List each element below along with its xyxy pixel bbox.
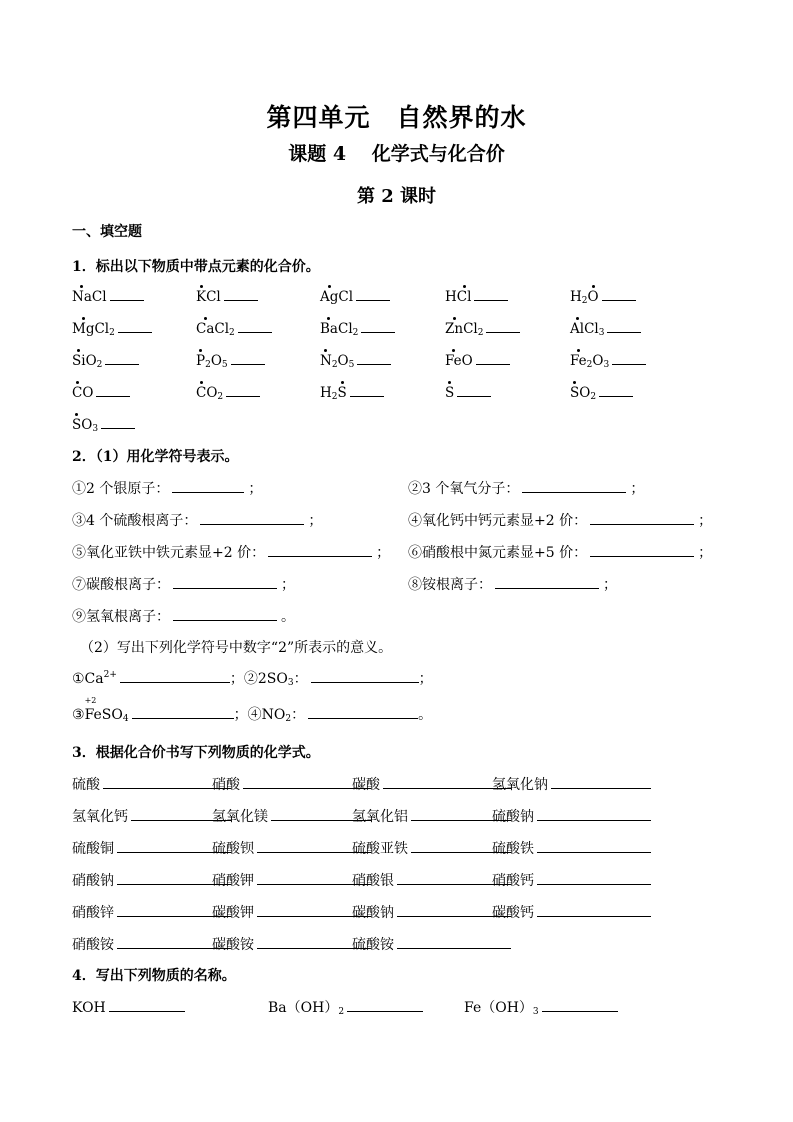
formula-subscript: 2 [586,360,593,370]
end-punct: ； [248,481,263,497]
formula-item [570,382,633,402]
symbol-question [72,478,262,498]
substance-name: 硫酸铁 [492,841,534,857]
answer-blank[interactable] [224,286,258,301]
question-1-title: 1．标出以下物质中带点元素的化合价。 [72,259,320,275]
answer-blank[interactable] [173,574,277,589]
substance-name: 氢氧化钙 [72,809,128,825]
answer-blank[interactable] [356,286,390,301]
formula-subscript: 2 [96,360,103,370]
name-item [268,997,423,1017]
answer-blank[interactable] [607,318,641,333]
dotted-element: Mg [72,321,95,337]
answer-blank[interactable] [118,318,152,333]
formula-rest: Cl [463,321,478,337]
formula-subscript: 2 [229,328,235,338]
formula-item [445,350,510,369]
feso4-label: ③ [72,707,85,723]
answer-blank[interactable] [101,414,135,429]
formula-rest: O [337,353,349,369]
substance-name: 氢氧化镁 [212,809,268,825]
substance-item [492,870,651,890]
answer-blank[interactable] [537,838,651,853]
answer-blank[interactable] [537,806,651,821]
substance-item [492,774,651,794]
question-label: ⑤氧化亚铁中铁元素显+2 价： [72,545,266,561]
colon: ： [291,707,306,723]
formula-item [445,286,508,305]
substance-name: 碳酸钠 [352,905,394,921]
substance-item [352,870,511,890]
formula-item [570,286,636,306]
formula-subscript: 3 [598,328,605,338]
unit-title: 第四单元 自然界的水 [266,103,527,132]
answer-blank[interactable] [120,668,230,683]
substance-item [72,838,231,858]
formula-rest: Cl [337,321,353,337]
substance-item [212,934,371,954]
end-punct: ； [281,577,295,593]
formula-subscript: 5 [348,360,355,370]
question-label: ⑨氢氧根离子： [72,609,170,625]
answer-blank[interactable] [109,997,185,1012]
formula-label: KOH [72,1000,106,1016]
period: 。 [418,707,433,723]
dotted-element: S [337,385,347,401]
dotted-element: Fe [445,353,462,369]
formula-prefix: H [320,385,332,401]
answer-blank[interactable] [537,902,651,917]
substance-name: 硝酸钙 [492,873,534,889]
end-punct: ； [603,577,617,593]
period-title: 第 2 课时 [356,186,437,207]
answer-blank[interactable] [268,542,372,557]
substance-name: 硝酸钠 [72,873,114,889]
formula-subscript: 2 [590,392,597,402]
substance-name: 碳酸钙 [492,905,534,921]
question-4-title: 4．写出下列物质的名称。 [72,968,236,984]
answer-blank[interactable] [226,382,260,397]
answer-blank[interactable] [599,382,633,397]
feso4-text: FeSO [84,707,123,723]
formula-rest: O [461,353,473,369]
dotted-element: S [72,417,82,433]
symbol-question [72,542,390,562]
formula-subscript: 3 [532,1007,539,1017]
answer-blank[interactable] [495,574,599,589]
dotted-element: Fe [570,353,587,369]
ca-ion-label: ①Ca [72,671,104,687]
formula-subscript: 2 [109,328,115,338]
formula-rest: O [579,385,591,401]
symbol-question [408,478,644,498]
dotted-element: S [570,385,580,401]
dotted-element: Ag [320,289,339,305]
answer-blank[interactable] [474,286,508,301]
answer-blank[interactable] [602,286,636,301]
formula-rest: O [592,353,604,369]
so3-label: ；②2SO [229,671,288,687]
section-title: 一、填空题 [72,224,142,240]
formula-item [570,350,646,370]
dotted-element: C [196,385,207,401]
answer-blank[interactable] [537,870,651,885]
formula-label: Fe（OH） [464,1000,533,1016]
formula-item [72,382,130,401]
formula-rest: O [81,417,93,433]
question-label: ④氧化钙中钙元素显+2 价： [408,513,588,529]
formula-rest: Cl [338,289,354,305]
dotted-element: C [72,385,83,401]
question-2-part2-row1 [72,668,433,688]
formula-rest: Cl [584,321,599,337]
formula-rest: O [82,385,94,401]
substance-item [72,774,231,794]
answer-blank[interactable] [105,350,139,365]
ca-ion-charge: 2+ [103,670,117,680]
substance-name: 硝酸银 [352,873,394,889]
feso4-sub: 4 [122,714,129,724]
formula-item [72,318,152,338]
formula-rest: O [85,353,97,369]
answer-blank[interactable] [612,350,646,365]
dotted-element: Ca [196,321,215,337]
formula-subscript: 2 [331,360,338,370]
answer-blank[interactable] [590,510,694,525]
substance-name: 硝酸锌 [72,905,114,921]
formula-prefix: H [570,289,582,305]
substance-name: 氢氧化铝 [352,809,408,825]
substance-item [72,934,231,954]
dotted-element: Ba [320,321,338,337]
substance-item [352,774,511,794]
formula-rest: Cl [91,289,107,305]
feso4-formula [84,696,129,724]
dotted-element: Cl [456,289,472,305]
dotted-element: O [587,289,599,305]
so3-sub: 3 [287,678,294,688]
substance-item [212,838,371,858]
answer-blank[interactable] [590,542,694,557]
formula-item [196,318,272,338]
answer-blank[interactable] [238,318,272,333]
valence-mark: +2 [84,696,97,705]
substance-item [352,902,511,922]
substance-name: 碳酸钾 [212,905,254,921]
dotted-element: Zn [445,321,464,337]
answer-blank[interactable] [231,350,265,365]
dotted-element: P [196,353,206,369]
question-3-title: 3．根据化合价书写下列物质的化学式。 [72,745,320,761]
answer-blank[interactable] [551,774,651,789]
formula-rest: Cl [206,289,221,305]
end-punct: ； [630,481,645,497]
name-item [72,997,185,1016]
end-punct: 。 [281,609,295,625]
substance-name: 碳酸铵 [212,937,254,953]
formula-subscript: 2 [581,296,588,306]
answer-blank[interactable] [311,668,419,683]
formula-item [320,318,395,338]
answer-blank[interactable] [542,997,618,1012]
substance-item [492,902,651,922]
formula-item [570,318,641,338]
question-label: ⑧铵根离子： [408,577,492,593]
answer-blank[interactable] [476,350,510,365]
formula-subscript: 3 [92,424,99,434]
substance-item [212,774,371,794]
substance-name: 硝酸 [212,777,240,793]
answer-blank[interactable] [522,478,626,493]
answer-blank[interactable] [110,286,144,301]
question-label: ②3 个氧气分子： [408,481,520,497]
dotted-element: Si [72,353,86,369]
symbol-question [408,542,712,562]
end-punct: ； [308,513,323,529]
dotted-element: K [196,289,207,305]
answer-blank[interactable] [132,704,234,719]
answer-blank[interactable] [172,478,244,493]
question-label: ⑥硝酸根中氮元素显+5 价： [408,545,588,561]
formula-subscript: 2 [331,392,338,402]
formula-subscript: 2 [352,328,359,338]
substance-item [72,806,231,826]
substance-name: 碳酸 [352,777,380,793]
no2-label: ；④NO [233,707,286,723]
answer-blank[interactable] [96,382,130,397]
formula-item [196,382,260,402]
answer-blank[interactable] [200,510,304,525]
substance-name: 硫酸钡 [212,841,254,857]
formula-rest: Cl [94,321,110,337]
answer-blank[interactable] [173,606,277,621]
question-2-title: 2．（1）用化学符号表示。 [72,449,239,465]
end-punct: ； [698,513,713,529]
substance-name: 氢氧化钠 [492,777,548,793]
formula-item [320,286,390,305]
substance-name: 硫酸亚铁 [352,841,408,857]
formula-subscript: 5 [221,360,228,370]
substance-item [212,870,371,890]
formula-subscript: 2 [477,328,484,338]
dotted-element: Na [72,289,92,305]
lesson-title: 课题 4 化学式与化合价 [288,143,505,165]
question-label: ⑦碳酸根离子： [72,577,170,593]
dotted-element: Al [570,321,585,337]
formula-rest: O [210,353,222,369]
name-item [464,997,618,1017]
substance-name: 硫酸 [72,777,100,793]
substance-item [212,902,371,922]
substance-item [72,902,231,922]
answer-blank[interactable] [357,350,391,365]
substance-item [352,806,511,826]
formula-item [72,350,139,370]
substance-item [492,838,651,858]
end-punct: ； [376,545,391,561]
answer-blank[interactable] [308,704,418,719]
formula-item [445,382,491,401]
formula-item [445,318,520,338]
colon: ： [293,671,308,687]
substance-name: 硫酸铜 [72,841,114,857]
substance-item [352,838,511,858]
answer-blank[interactable] [347,997,423,1012]
formula-subscript: 2 [205,360,211,370]
formula-subscript: 2 [338,1007,345,1017]
symbol-question [72,574,295,594]
formula-subscript: 2 [217,392,224,402]
formula-item [196,350,265,370]
symbol-question [72,606,295,626]
substance-item [212,806,371,826]
substance-name: 硝酸钾 [212,873,254,889]
question-2-part2-row2 [72,696,433,724]
no2-sub: 2 [285,714,292,724]
formula-label: Ba（OH） [268,1000,339,1016]
formula-item [72,286,144,305]
formula-item [320,382,384,402]
semicolon: ； [418,671,433,687]
formula-prefix: H [445,289,457,305]
symbol-question [408,574,617,594]
substance-name: 硝酸铵 [72,937,114,953]
substance-item [492,806,651,826]
formula-item [72,414,135,434]
substance-item [72,870,231,890]
substance-item [352,934,511,954]
formula-item [320,350,391,370]
dotted-element: S [445,385,455,401]
question-label: ①2 个银原子： [72,481,170,497]
end-punct: ； [698,545,713,561]
symbol-question [408,510,712,530]
answer-blank[interactable] [350,382,384,397]
formula-subscript: 3 [603,360,610,370]
answer-blank[interactable] [486,318,520,333]
answer-blank[interactable] [361,318,395,333]
question-label: ③4 个硫酸根离子： [72,513,198,529]
symbol-question [72,510,322,530]
substance-name: 硫酸铵 [352,937,394,953]
question-2-part2: （2）写出下列化学符号中数字“2”所表示的意义。 [80,640,393,656]
dotted-element: N [320,353,332,369]
answer-blank[interactable] [457,382,491,397]
formula-rest: Cl [214,321,230,337]
formula-rest: O [206,385,218,401]
answer-blank[interactable] [397,934,511,949]
formula-item [196,286,258,305]
substance-name: 硫酸钠 [492,809,534,825]
